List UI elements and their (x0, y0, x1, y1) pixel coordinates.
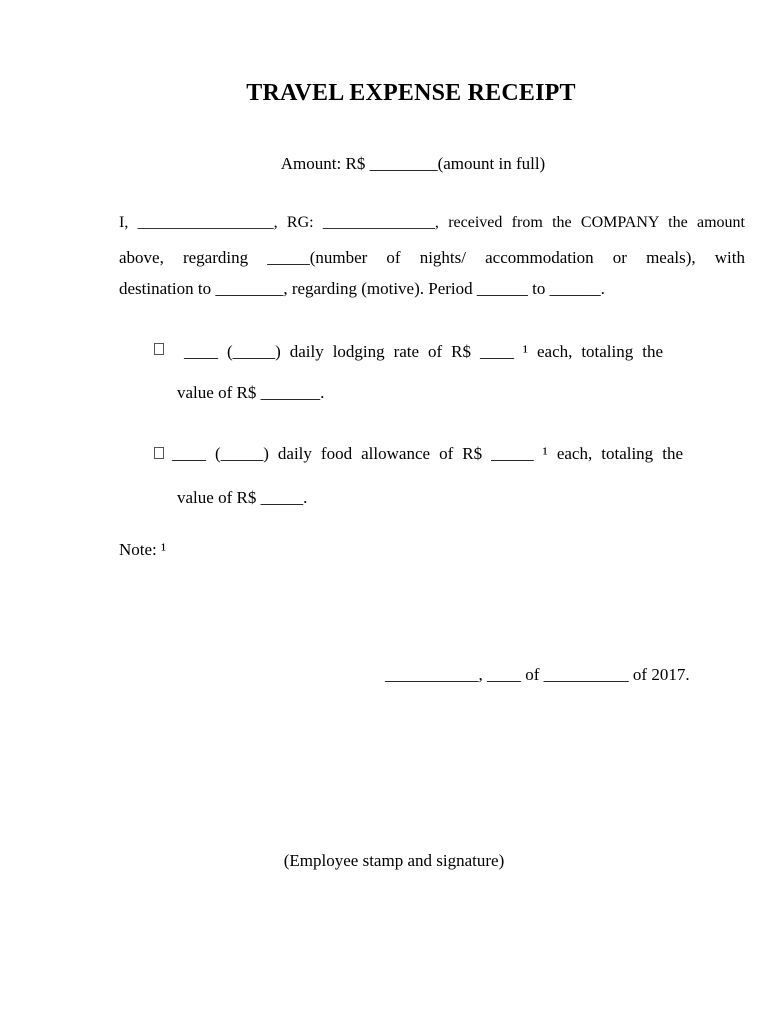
signature-label: (Employee stamp and signature) (283, 851, 505, 870)
food-checkbox[interactable] (154, 447, 164, 459)
declaration-line-3: destination to ________, regarding (motive). Period ______ to ______. (119, 279, 605, 298)
lodging-line-1: ____ (_____) daily lodging rate of R$ ____ ¹ each, totaling the (184, 342, 663, 361)
receipt-title: TRAVEL EXPENSE RECEIPT (246, 80, 576, 106)
lodging-line-2: value of R$ _______. (177, 383, 325, 402)
lodging-checkbox[interactable] (154, 343, 164, 355)
amount-line: Amount: R$ ________(amount in full) (280, 154, 546, 173)
note-label: Note: ¹ (119, 540, 167, 559)
food-line-2: value of R$ _____. (177, 488, 308, 507)
date-line: ___________, ____ of __________ of 2017. (385, 665, 690, 684)
declaration-line-2: above, regarding _____(number of nights/ accommodation or meals), with (119, 248, 745, 267)
declaration-line-1: I, _________________, RG: ______________, received from the COMPANY the amount (119, 214, 745, 231)
food-line-1: ____ (_____) daily food allowance of R$ _____ ¹ each, totaling the (172, 444, 683, 463)
